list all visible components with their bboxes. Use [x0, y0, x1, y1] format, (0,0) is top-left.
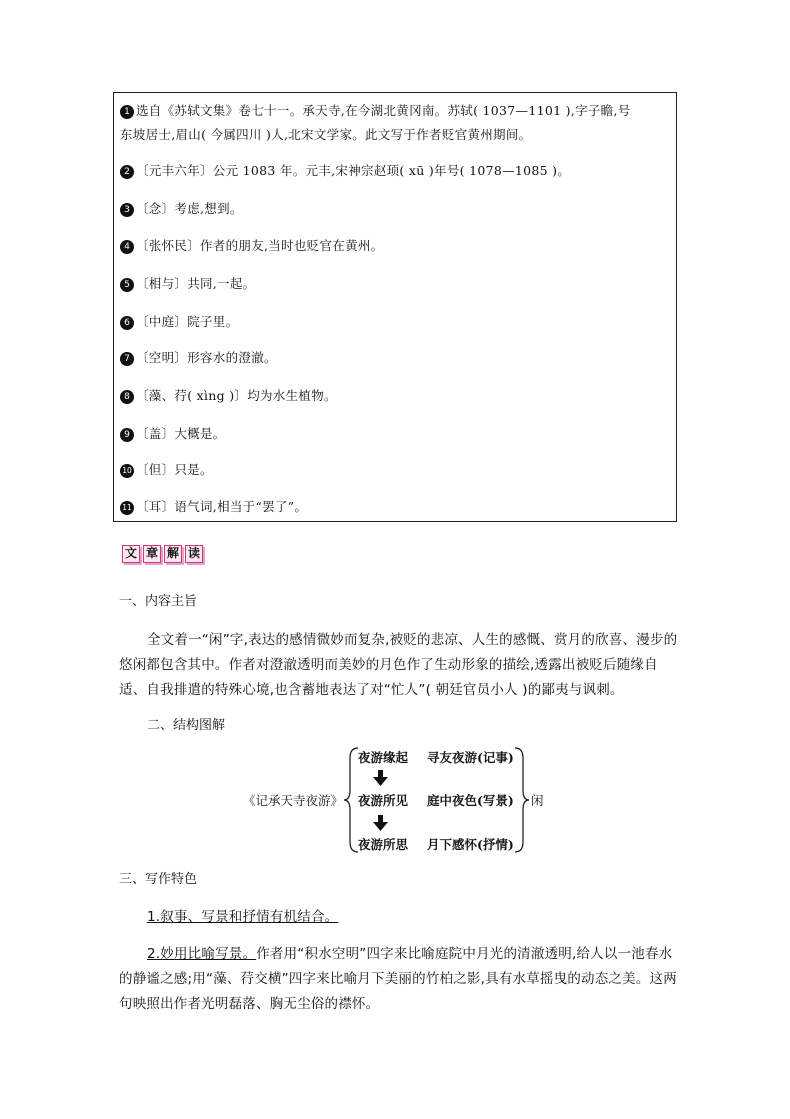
diagram-row-2-left: 夜游所见	[358, 793, 409, 808]
note-10	[120, 458, 670, 482]
note-text: 〔耳〕语气词,相当于“罢了”。	[136, 499, 308, 514]
note-number: 9	[120, 428, 134, 442]
note-number: 5	[120, 278, 134, 292]
note-5	[120, 272, 670, 296]
annotation-box	[113, 92, 677, 522]
writing-feature-1	[119, 905, 679, 930]
badge-char: 解	[164, 545, 182, 563]
diagram-row-2-right: 庭中夜色(写景)	[427, 793, 514, 808]
feature-2-lead: 2.妙用比喻写景。	[147, 946, 257, 962]
note-1	[120, 99, 670, 147]
diagram-row-1-right: 寻友夜游(记事)	[427, 750, 514, 765]
note-text: 〔张怀民〕作者的朋友,当时也贬官在黄州。	[136, 238, 384, 253]
note-text: 〔盖〕大概是。	[136, 426, 226, 441]
note-4	[120, 234, 670, 258]
note-7	[120, 346, 670, 370]
note-number: 1	[120, 105, 134, 119]
note-11	[120, 495, 670, 519]
note-number: 2	[120, 165, 134, 179]
note-text-continued: 东坡居士,眉山( 今属四川 )人,北宋文学家。此文写于作者贬官黄州期间。	[120, 127, 532, 142]
diagram-row-1-left: 夜游缘起	[358, 750, 409, 765]
note-text: 〔空明〕形容水的澄澈。	[136, 350, 277, 365]
diagram-title: 《记承天寺夜游》	[243, 793, 344, 808]
note-text: 〔但〕只是。	[136, 462, 213, 477]
note-text: 〔相与〕共同,一起。	[136, 276, 256, 291]
note-number: 8	[120, 390, 134, 404]
note-text: 选自《苏轼文集》卷七十一。承天寺,在今湖北黄冈南。苏轼( 1037—1101 ),字子瞻,号	[136, 103, 631, 118]
note-6	[120, 310, 670, 334]
note-number: 6	[120, 316, 134, 330]
note-number: 3	[120, 203, 134, 217]
note-2	[120, 159, 670, 183]
badge-char: 读	[185, 545, 203, 563]
note-text: 〔元丰六年〕公元 1083 年。元丰,宋神宗赵顼( xū )年号( 1078—1085 )。	[136, 163, 571, 178]
note-number: 4	[120, 240, 134, 254]
note-8	[120, 384, 670, 408]
note-text: 〔藻、荇( xìng )〕均为水生植物。	[136, 388, 337, 403]
diagram-conclusion: 闲	[531, 793, 544, 808]
arrow-down-icon	[373, 815, 388, 831]
heading-structure-diagram: 二、结构图解	[147, 718, 226, 733]
content-theme-text: 全文着一“闲”字,表达的感情微妙而复杂,被贬的悲凉、人生的感慨、赏月的欣喜、漫步的悠闲都包含其中。作者对澄澈透明而美妙的月色作了生动形象的描绘,透露出被贬后随缘自适、自我排遣的特殊心境,也含蓄地表达了对“忙人”( 朝廷官员小人 )的鄙夷与讽刺。	[119, 632, 678, 698]
diagram-row-3-right: 月下感怀(抒情)	[427, 837, 514, 852]
arrow-down-icon	[373, 770, 388, 786]
heading-writing-features: 三、写作特色	[119, 872, 198, 887]
note-text: 〔念〕考虑,想到。	[136, 201, 243, 216]
note-number: 10	[120, 464, 134, 478]
note-3	[120, 197, 670, 221]
note-9	[120, 422, 670, 446]
feature-1-text: 1.叙事、写景和抒情有机结合。	[147, 909, 339, 925]
feature-2-text: 作者用“积水空明”四字来比喻庭院中月光的清澈透明,给人以一池春水的静谧之感;用“藻、荇交横”四字来比喻月下美丽的竹柏之影,具有水草摇曳的动态之美。这两句映照出作者光明磊落、胸无尘俗的襟怀。	[119, 946, 677, 1012]
note-number: 7	[120, 352, 134, 366]
note-text: 〔中庭〕院子里。	[136, 314, 239, 329]
badge-char: 文	[122, 545, 140, 563]
diagram-row-3-left: 夜游所思	[358, 837, 409, 852]
note-number: 11	[120, 501, 134, 515]
section-badge-article-interpretation	[122, 545, 203, 563]
heading-content-theme: 一、内容主旨	[119, 594, 198, 609]
writing-feature-2	[119, 942, 679, 1017]
badge-char: 章	[143, 545, 161, 563]
content-theme-paragraph	[119, 628, 679, 703]
